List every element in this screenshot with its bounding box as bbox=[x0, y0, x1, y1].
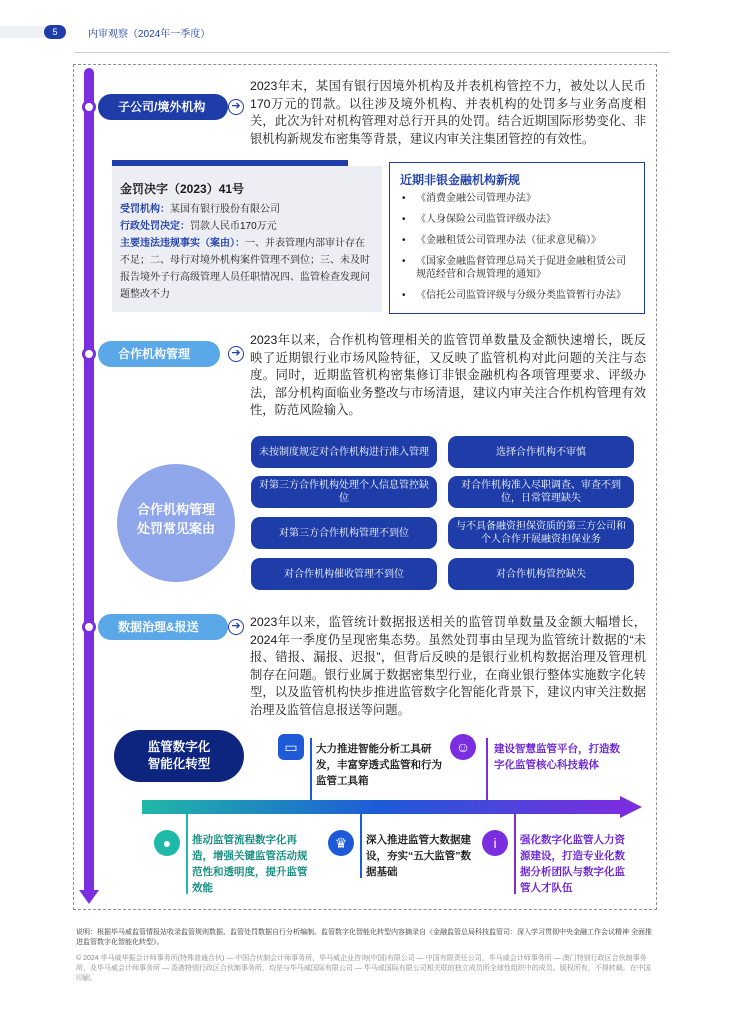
arrow-icon: ➔ bbox=[228, 346, 244, 362]
penalty-decision: 行政处罚决定：罚款人民币170万元 bbox=[120, 221, 277, 232]
header-divider bbox=[74, 52, 670, 53]
progress-band bbox=[142, 800, 620, 814]
section-label-subsidiary: 子公司/境外机构 bbox=[98, 94, 228, 120]
report-title: 内审观察（2024年一季度） bbox=[88, 29, 211, 40]
cases-circle: 合作机构管理 处罚常见案由 bbox=[117, 464, 235, 582]
timeline bbox=[84, 68, 94, 894]
digital-item: 建设智慧监管平台，打造数字化监管核心科技载体 bbox=[494, 743, 620, 771]
regs-item: • 《消费金融公司管理办法》 bbox=[400, 192, 634, 205]
penalty-title: 金罚决字（2023）41号 bbox=[120, 182, 245, 196]
stem bbox=[310, 738, 312, 800]
timeline-dot bbox=[82, 347, 96, 361]
monitor-icon: ▭ bbox=[278, 734, 304, 760]
case-item: 对第三方合作机构管理不到位 bbox=[251, 517, 437, 549]
regs-item: • 《金融租赁公司管理办法（征求意见稿）》 bbox=[400, 234, 634, 247]
footnote-note: 说明：根据毕马威监管情报站收录监管规则数据、监管处罚数据自行分析编制。监管数字化智能化转型内容摘录自《金融监管总局科技监管司：深入学习贯彻中央金融工作会议精神 全面推进监管数字化智能化转型》。 bbox=[76, 929, 652, 946]
section-label-data: 数据治理&报送 bbox=[98, 614, 228, 640]
case-item: 对合作机构管控缺失 bbox=[448, 558, 634, 590]
trophy-icon: ♛ bbox=[328, 830, 354, 856]
digital-item: 推动监管流程数字化再造，增强关键监管活动规范性和透明度，提升监管效能 bbox=[192, 834, 308, 894]
section-text-data: 2023年以来，监管统计数据报送相关的监管罚单数量及金额大幅增长，2024年一季度仍呈现密集态势。虽然处罚事由呈现为监管统计数据的“未报、错报、漏报、迟报”，但背后反映的是银行业机构数据治理及管理机制存在问题。银行业属于数据密集型行业，在商业银行整体实施数字化转型，以及监管机构快步推进监管数字化智能化背景下，建议内审关注数据治理及监管信息报送等问题。 bbox=[250, 615, 646, 717]
arrow-icon: ➔ bbox=[228, 99, 244, 115]
person-icon: ☺ bbox=[450, 734, 476, 760]
stem bbox=[186, 814, 188, 894]
digital-item: 深入推进监管大数据建设，夯实“五大监管”数据基础 bbox=[366, 834, 471, 878]
regs-item: • 《信托公司监管评级与分级分类监管暂行办法》 bbox=[400, 289, 634, 302]
digital-item: 大力推进智能分析工具研发，丰富穿透式监管和行为监管工具箱 bbox=[316, 743, 442, 787]
arrow-icon: ➔ bbox=[228, 619, 244, 635]
page-number: 5 bbox=[44, 25, 66, 39]
digital-item: 强化数字化监管人力资源建设，打造专业化数据分析团队与数字化监管人才队伍 bbox=[520, 834, 625, 894]
penalty-card bbox=[112, 166, 382, 312]
stem bbox=[514, 814, 516, 894]
stem bbox=[360, 814, 362, 878]
case-item: 对合作机构准入尽职调查、审查不到位，日常管理缺失 bbox=[448, 476, 634, 508]
penalty-org: 受罚机构：某国有银行股份有限公司 bbox=[120, 204, 280, 215]
band-arrow bbox=[620, 796, 642, 818]
regs-title: 近期非银金融机构新规 bbox=[400, 173, 521, 187]
new-regulations-box bbox=[389, 162, 645, 314]
regs-item: • 《国家金融监督管理总局关于促进金融租赁公司规范经营和合规管理的通知》 bbox=[400, 255, 634, 281]
info-icon: i bbox=[482, 830, 508, 856]
case-item: 对第三方合作机构处理个人信息管控缺位 bbox=[251, 476, 437, 508]
header-bar bbox=[0, 26, 48, 38]
section-text-partner: 2023年以来，合作机构管理相关的监管罚单数量及金额快速增长，既反映了近期银行业市场风险特征，又反映了监管机构对此问题的关注与态度。同时，近期监管机构密集修订非银金融机构各项管理要求、评级办法，部分机构面临业务整改与市场清退，建议内审关注合作机构管理有效性，防范风险输入。 bbox=[250, 333, 646, 417]
section-label-partner: 合作机构管理 bbox=[98, 341, 220, 367]
section-text-subsidiary: 2023年末，某国有银行因境外机构及并表机构管控不力，被处以人民币170万元的罚款。以往涉及境外机构、并表机构的处罚多与业务高度相关，此次为针对机构管理对总行开具的处罚。结合近期国际形势变化、非银机构新规发布密集等背景，建议内审关注集团管控的有效性。 bbox=[250, 79, 646, 146]
coins-icon: ● bbox=[154, 830, 180, 856]
case-item: 对合作机构催收管理不到位 bbox=[251, 558, 437, 590]
case-item: 与不具备融资担保资质的第三方公司和个人合作开展融资担保业务 bbox=[448, 517, 634, 549]
penalty-facts: 主要违法违规事实（案由）：一、并表管理内部审计存在不足；二、母行对境外机构案件管理不到位；三、未及时报告境外子行高级管理人员任职情况四、监管检查发现问题整改不力 bbox=[120, 238, 370, 300]
timeline-dot bbox=[82, 100, 96, 114]
case-item: 未按制度规定对合作机构进行准入管理 bbox=[251, 436, 437, 468]
regs-item: • 《人身保险公司监管评级办法》 bbox=[400, 213, 634, 226]
timeline-dot bbox=[82, 620, 96, 634]
footnote-copyright: © 2024 毕马威华振会计师事务所(特殊普通合伙) — 中国合伙制会计师事务所，毕马威企业咨询(中国)有限公司 — 中国有限责任公司，毕马威会计师事务所 — 澳门特别行政区合伙制事务所，及毕马威会计师事务所 — 香港特别行政区合伙制事务所，均是与毕马威国际有限公司 — 毕马威国际有限公司相关联的独立成员所全球性组织中的成员。版权所有，不得转载。在中国印刷。 bbox=[76, 955, 651, 982]
stem bbox=[486, 738, 488, 800]
digital-title: 监管数字化 智能化转型 bbox=[114, 730, 244, 782]
timeline-arrow bbox=[79, 890, 99, 904]
case-item: 选择合作机构不审慎 bbox=[448, 436, 634, 468]
